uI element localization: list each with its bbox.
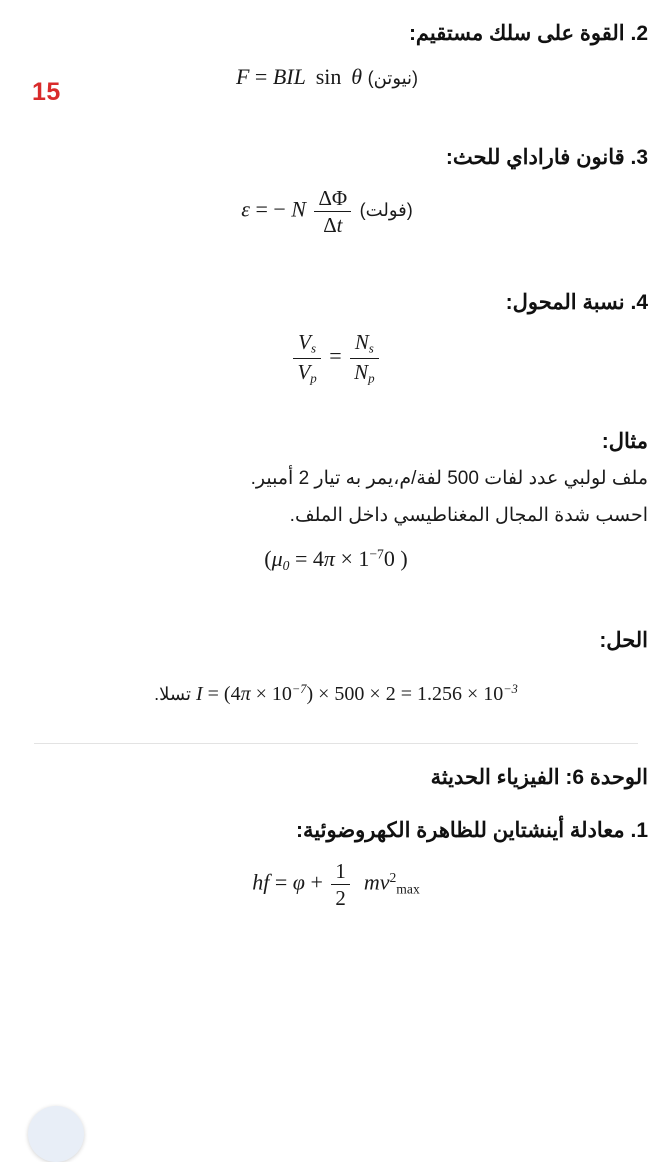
fraction-ns-np: $\frac{N_s}{N_p}$ <box>350 330 378 386</box>
example-line-1: ملف لولبي عدد لفات 500 لفة/م،يمر به تيار 2 أمبير. <box>250 467 648 489</box>
page-number: 15 <box>32 78 61 106</box>
solution-equation: $I = (4\pi \times 10^{-7}) \times 500 \times 2 = 1.256 \times 10^{-3}$ <box>195 681 518 705</box>
example-heading: مثال: <box>601 430 648 454</box>
solution-unit-suffix: تسلا. <box>154 683 191 704</box>
formula-transformer-ratio: $\frac{V_s}{V_p}$ = $\frac{N_s}{N_p}$ <box>24 330 648 386</box>
section-heading-2: 2. القوة على سلك مستقيم: <box>408 22 648 45</box>
fraction-vs-vp: $\frac{V_s}{V_p}$ <box>293 330 320 386</box>
fraction-delta-phi-delta-t: $\frac{\Delta\Phi}{\Delta t}$ <box>314 186 351 237</box>
unit6-item1-heading: 1. معادلة أينشتاين للظاهرة الكهروضوئية: <box>296 819 648 843</box>
unit-volt: (فولت) <box>359 200 413 221</box>
fraction-one-half: $\frac{1}{2}$ <box>331 859 349 910</box>
formula-force-on-wire: F = BIL sin θ (نيوتن) <box>24 62 648 93</box>
formula-photoelectric-effect: hf = φ + $\frac{1}{2}$ $mv^2_{max}$ <box>252 858 420 910</box>
example-constant: ($\mu_0 = 4\pi \times 1^{-7}0$ ) <box>264 546 408 574</box>
section-heading-3: 3. قانون فاراداي للحث: <box>445 146 648 170</box>
section-heading-4: 4. نسبة المحول: <box>505 290 648 314</box>
solution-equation-line <box>24 679 648 709</box>
solution-heading: الحل: <box>599 629 648 653</box>
unit-newton: (نيوتن) <box>367 67 419 88</box>
floating-action-button[interactable] <box>28 1106 84 1162</box>
formula-faraday-law: ε = − N $\frac{\Delta\Phi}{\Delta t}$ (فولت) <box>241 185 413 237</box>
example-line-2: احسب شدة المجال المغناطيسي داخل الملف. <box>289 505 648 527</box>
unit6-heading: الوحدة 6: الفيزياء الحديثة <box>430 765 648 789</box>
